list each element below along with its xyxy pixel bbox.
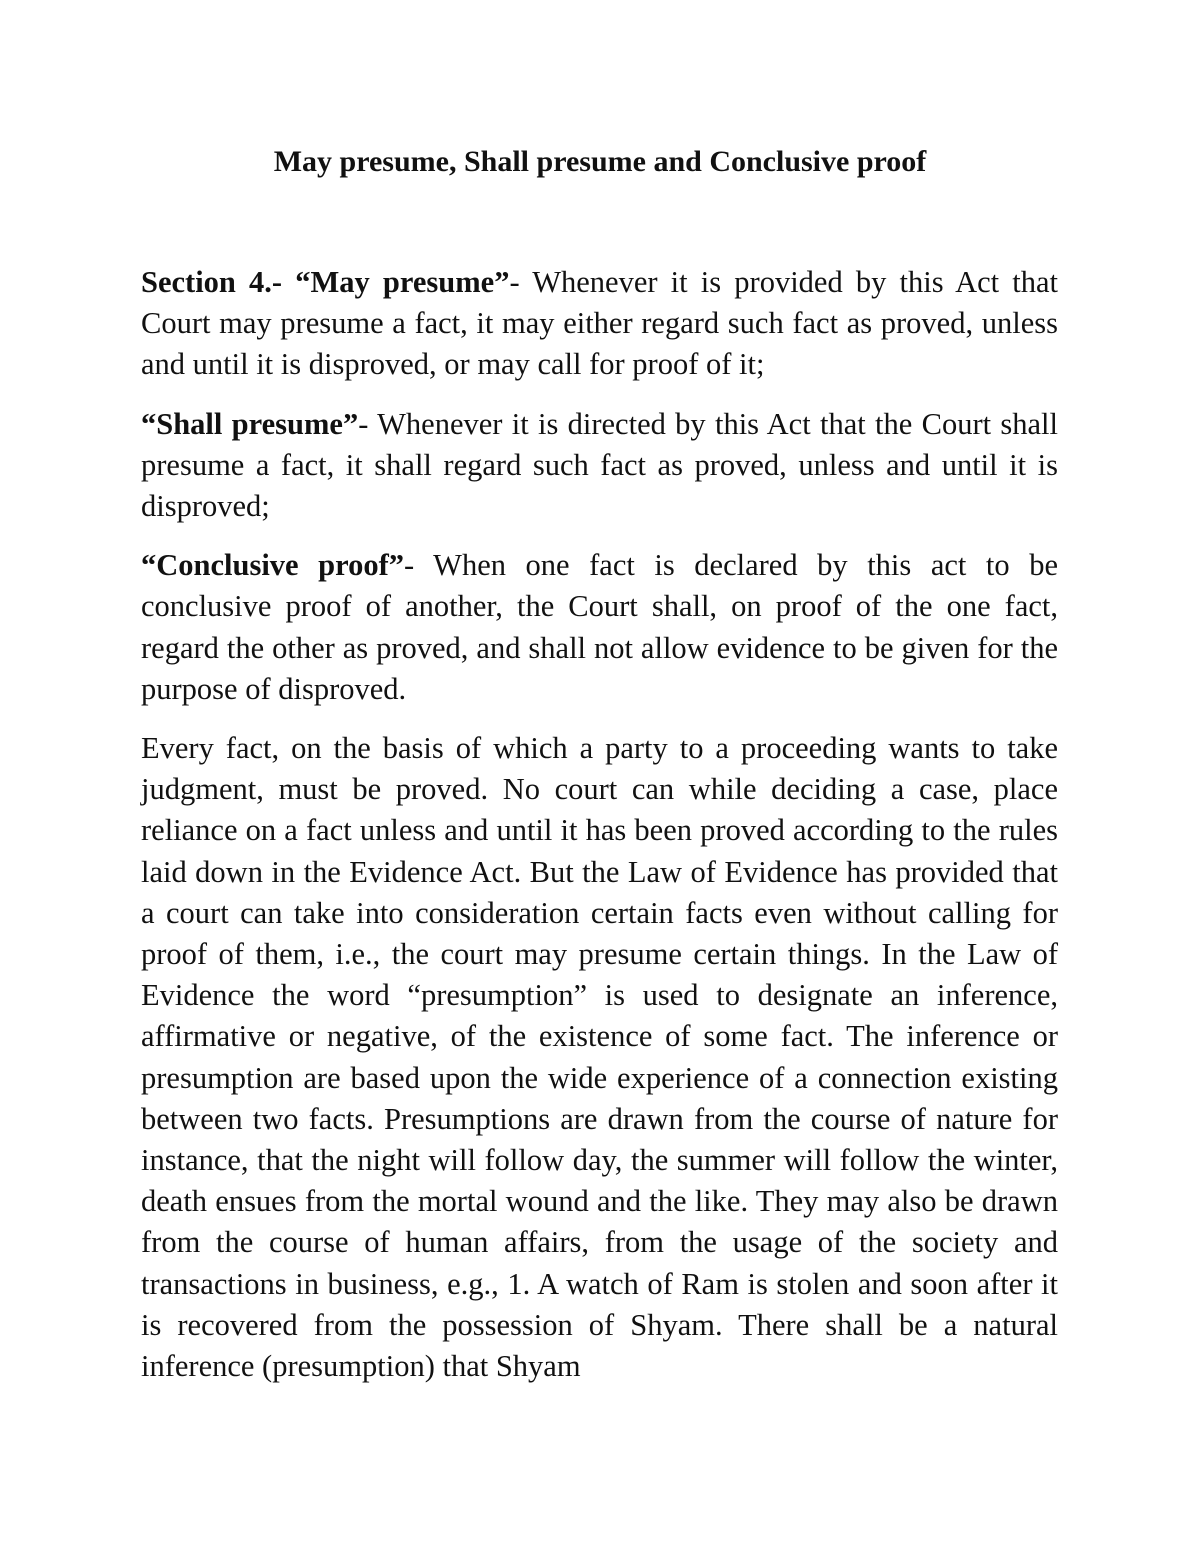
paragraph-explanation: Every fact, on the basis of which a party to a proceeding wants to take judgment, must be proved. No court can while deciding a case, place reliance on a fact unless and until it has been proved according to the rules laid down in the Evidence Act. But the Law of Evidence has provided that a court can take into consideration certain facts even without calling for proof of them, i.e., the court may presume certain things. In the Law of Evidence the word “presumption” is used to designate an inference, affirmative or negative, of the existence of some fact. The inference or presumption are based upon the wide experience of a connection existing between two facts. Presumptions are drawn from the course of nature for instance, that the night will follow day, the summer will follow the winter, death ensues from the mortal wound and the like. They may also be drawn from the course of human affairs, from the usage of the society and transactions in business, e.g., 1. A watch of Ram is stolen and soon after it is recovered from the possession of Shyam. There shall be a natural inference (presumption) that Shyam [141, 731, 1058, 1384]
definition-shall-presume: - Whenever it is directed by this Act that the Court shall presume a fact, it shall regard such fact as proved, unless and until it is disproved; [141, 406, 1058, 524]
document-title: May presume, Shall presume and Conclusive proof [273, 145, 927, 178]
term-conclusive-proof: “Conclusive proof” [141, 548, 405, 583]
term-shall-presume: “Shall presume” [141, 406, 359, 441]
paragraph-conclusive-proof [141, 545, 1058, 710]
definition-may-presume: - Whenever it is provided by this Act that Court may presume a fact, it may either regard such fact as proved, unless and until it is disproved, or may call for proof of it; [141, 265, 1059, 382]
paragraph-may-presume [141, 262, 1058, 386]
definition-conclusive-proof: - When one fact is declared by this act to be conclusive proof of another, the Court shall, on proof of the one fact, regard the other as proved, and shall not allow evidence to be given for the purpose of disproved. [141, 548, 1058, 706]
term-may-presume: Section 4.- “May presume” [141, 265, 510, 299]
document-body [141, 262, 1058, 1405]
paragraph-shall-presume [141, 404, 1058, 528]
